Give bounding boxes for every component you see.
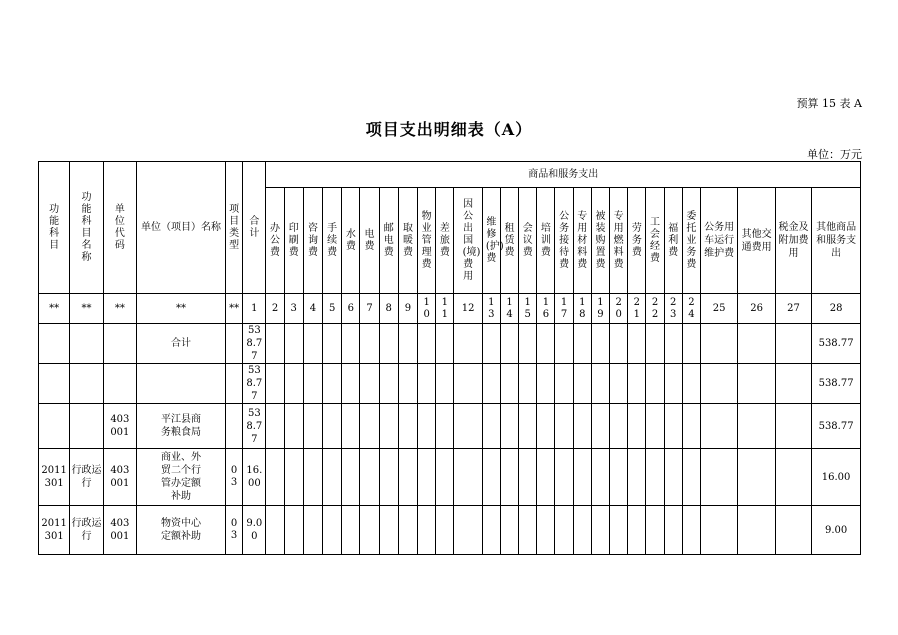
empty-cell <box>610 404 628 449</box>
empty-cell <box>398 404 417 449</box>
empty-cell <box>482 449 500 506</box>
index-cell: ** <box>70 294 103 324</box>
index-cell: ** <box>103 294 136 324</box>
table-row <box>39 506 861 555</box>
empty-cell <box>360 364 379 404</box>
unit-name-cell <box>137 364 226 404</box>
empty-cell <box>398 324 417 364</box>
index-cell: 3 <box>284 294 303 324</box>
empty-cell <box>398 364 417 404</box>
empty-cell <box>303 506 322 555</box>
header-item: 维修(护)费 <box>482 188 500 294</box>
func-name-cell: 行政运行 <box>70 506 103 555</box>
empty-cell <box>266 324 284 364</box>
empty-cell <box>628 364 646 404</box>
header-item: 邮电费 <box>379 188 398 294</box>
func-name-cell: 行政运行 <box>70 449 103 506</box>
index-cell: 24 <box>682 294 700 324</box>
index-cell: ** <box>226 294 243 324</box>
index-cell: 23 <box>664 294 682 324</box>
index-cell: 10 <box>418 294 436 324</box>
empty-cell <box>775 449 811 506</box>
empty-cell <box>537 324 555 364</box>
index-cell: ** <box>137 294 226 324</box>
empty-cell <box>738 506 775 555</box>
index-cell: 2 <box>266 294 284 324</box>
empty-cell <box>573 449 591 506</box>
unit-code-cell <box>103 324 136 364</box>
empty-cell <box>436 404 454 449</box>
empty-cell <box>519 404 537 449</box>
unit-name-cell: 物资中心定额补助 <box>137 506 226 555</box>
total-cell: 538.77 <box>243 404 266 449</box>
other-goods-services-cell: 16.00 <box>812 449 861 506</box>
empty-cell <box>266 404 284 449</box>
index-cell: 14 <box>500 294 518 324</box>
empty-cell <box>664 324 682 364</box>
empty-cell <box>284 324 303 364</box>
empty-cell <box>418 324 436 364</box>
empty-cell <box>537 506 555 555</box>
empty-cell <box>436 449 454 506</box>
empty-cell <box>591 449 609 506</box>
index-cell: 19 <box>591 294 609 324</box>
header-item: 被装购置费 <box>591 188 609 294</box>
empty-cell <box>738 324 775 364</box>
empty-cell <box>519 506 537 555</box>
empty-cell <box>379 364 398 404</box>
empty-cell <box>436 324 454 364</box>
empty-cell <box>610 364 628 404</box>
empty-cell <box>628 506 646 555</box>
empty-cell <box>482 364 500 404</box>
empty-cell <box>664 364 682 404</box>
header-item: 工会经费 <box>646 188 664 294</box>
empty-cell <box>266 506 284 555</box>
header-item: 电费 <box>360 188 379 294</box>
empty-cell <box>555 324 573 364</box>
empty-cell <box>738 449 775 506</box>
empty-cell <box>646 506 664 555</box>
header-item: 会议费 <box>519 188 537 294</box>
index-cell: 11 <box>436 294 454 324</box>
empty-cell <box>775 324 811 364</box>
header-item: 物业管理费 <box>418 188 436 294</box>
header-row-group <box>39 162 861 188</box>
empty-cell <box>537 449 555 506</box>
empty-cell <box>682 324 700 364</box>
empty-cell <box>775 506 811 555</box>
empty-cell <box>323 324 342 364</box>
empty-cell <box>303 364 322 404</box>
empty-cell <box>342 324 360 364</box>
empty-cell <box>323 506 342 555</box>
empty-cell <box>379 449 398 506</box>
empty-cell <box>454 404 482 449</box>
index-cell: 5 <box>323 294 342 324</box>
empty-cell <box>591 364 609 404</box>
header-item: 印刷费 <box>284 188 303 294</box>
index-cell: 6 <box>342 294 360 324</box>
empty-cell <box>610 506 628 555</box>
header-total: 合计 <box>243 162 266 294</box>
empty-cell <box>418 404 436 449</box>
empty-cell <box>555 404 573 449</box>
func-code-cell <box>39 364 70 404</box>
empty-cell <box>360 324 379 364</box>
header-item: 委托业务费 <box>682 188 700 294</box>
index-cell: 1 <box>243 294 266 324</box>
header-item: 其他商品和服务支出 <box>812 188 861 294</box>
empty-cell <box>342 404 360 449</box>
header-item: 公务用车运行维护费 <box>700 188 737 294</box>
unit-code-cell: 403001 <box>103 404 136 449</box>
other-goods-services-cell: 9.00 <box>812 506 861 555</box>
empty-cell <box>775 364 811 404</box>
total-cell: 16.00 <box>243 449 266 506</box>
unit-code-cell <box>103 364 136 404</box>
index-cell: 12 <box>454 294 482 324</box>
index-cell: ** <box>39 294 70 324</box>
empty-cell <box>646 324 664 364</box>
empty-cell <box>379 506 398 555</box>
empty-cell <box>591 404 609 449</box>
empty-cell <box>418 364 436 404</box>
empty-cell <box>379 324 398 364</box>
index-cell: 25 <box>700 294 737 324</box>
func-code-cell: 2011301 <box>39 449 70 506</box>
empty-cell <box>555 506 573 555</box>
func-name-cell <box>70 324 103 364</box>
index-cell: 8 <box>379 294 398 324</box>
index-cell: 15 <box>519 294 537 324</box>
other-goods-services-cell: 538.77 <box>812 404 861 449</box>
header-item: 培训费 <box>537 188 555 294</box>
other-goods-services-cell: 538.77 <box>812 364 861 404</box>
empty-cell <box>646 404 664 449</box>
empty-cell <box>398 506 417 555</box>
empty-cell <box>591 506 609 555</box>
index-cell: 28 <box>812 294 861 324</box>
proj-type-cell <box>226 404 243 449</box>
index-cell: 27 <box>775 294 811 324</box>
empty-cell <box>610 449 628 506</box>
empty-cell <box>454 324 482 364</box>
empty-cell <box>436 506 454 555</box>
header-item: 取暖费 <box>398 188 417 294</box>
empty-cell <box>342 449 360 506</box>
empty-cell <box>664 449 682 506</box>
empty-cell <box>342 506 360 555</box>
header-item: 差旅费 <box>436 188 454 294</box>
empty-cell <box>284 506 303 555</box>
empty-cell <box>573 324 591 364</box>
empty-cell <box>700 404 737 449</box>
empty-cell <box>266 364 284 404</box>
empty-cell <box>591 324 609 364</box>
empty-cell <box>664 404 682 449</box>
empty-cell <box>738 364 775 404</box>
empty-cell <box>266 449 284 506</box>
document-title: 项目支出明细表（A） <box>365 120 533 139</box>
header-item: 因公出国(境)费用 <box>454 188 482 294</box>
empty-cell <box>573 506 591 555</box>
empty-cell <box>700 364 737 404</box>
proj-type-cell: 03 <box>226 449 243 506</box>
unit-label: 单位：万元 <box>807 148 862 161</box>
empty-cell <box>418 449 436 506</box>
index-row <box>39 294 861 324</box>
empty-cell <box>303 449 322 506</box>
empty-cell <box>418 506 436 555</box>
empty-cell <box>436 364 454 404</box>
empty-cell <box>482 324 500 364</box>
total-cell: 9.00 <box>243 506 266 555</box>
table-row <box>39 364 861 404</box>
header-unit-code: 单位代码 <box>103 162 136 294</box>
empty-cell <box>323 364 342 404</box>
index-cell: 16 <box>537 294 555 324</box>
empty-cell <box>342 364 360 404</box>
empty-cell <box>700 324 737 364</box>
empty-cell <box>360 506 379 555</box>
unit-code-cell: 403001 <box>103 506 136 555</box>
empty-cell <box>537 404 555 449</box>
empty-cell <box>519 449 537 506</box>
empty-cell <box>500 449 518 506</box>
empty-cell <box>500 506 518 555</box>
header-item: 咨询费 <box>303 188 322 294</box>
empty-cell <box>482 506 500 555</box>
empty-cell <box>610 324 628 364</box>
empty-cell <box>628 324 646 364</box>
empty-cell <box>303 404 322 449</box>
func-name-cell <box>70 364 103 404</box>
header-item: 专用材料费 <box>573 188 591 294</box>
other-goods-services-cell: 538.77 <box>812 324 861 364</box>
unit-name-cell: 合计 <box>137 324 226 364</box>
empty-cell <box>700 506 737 555</box>
header-item: 租赁费 <box>500 188 518 294</box>
empty-cell <box>700 449 737 506</box>
empty-cell <box>323 449 342 506</box>
empty-cell <box>323 404 342 449</box>
empty-cell <box>555 364 573 404</box>
empty-cell <box>454 364 482 404</box>
budget-table <box>38 161 861 555</box>
empty-cell <box>500 364 518 404</box>
empty-cell <box>482 404 500 449</box>
empty-cell <box>628 404 646 449</box>
index-cell: 17 <box>555 294 573 324</box>
empty-cell <box>775 404 811 449</box>
index-cell: 7 <box>360 294 379 324</box>
header-unit-name: 单位（项目）名称 <box>137 162 226 294</box>
index-cell: 4 <box>303 294 322 324</box>
empty-cell <box>519 324 537 364</box>
index-cell: 22 <box>646 294 664 324</box>
empty-cell <box>500 324 518 364</box>
header-item: 福利费 <box>664 188 682 294</box>
func-code-cell <box>39 324 70 364</box>
index-cell: 26 <box>738 294 775 324</box>
header-proj-type: 项目类型 <box>226 162 243 294</box>
empty-cell <box>537 364 555 404</box>
header-item: 公务接待费 <box>555 188 573 294</box>
unit-name-cell: 商业、外贸二个行管办定额补助 <box>137 449 226 506</box>
table-row <box>39 404 861 449</box>
index-cell: 20 <box>610 294 628 324</box>
total-cell: 538.77 <box>243 324 266 364</box>
index-cell: 13 <box>482 294 500 324</box>
empty-cell <box>628 449 646 506</box>
header-item: 税金及附加费用 <box>775 188 811 294</box>
empty-cell <box>454 449 482 506</box>
empty-cell <box>284 449 303 506</box>
empty-cell <box>682 449 700 506</box>
empty-cell <box>682 364 700 404</box>
empty-cell <box>500 404 518 449</box>
proj-type-cell <box>226 364 243 404</box>
header-item: 水费 <box>342 188 360 294</box>
empty-cell <box>519 364 537 404</box>
empty-cell <box>284 404 303 449</box>
header-func-name: 功能科目名称 <box>70 162 103 294</box>
header-item: 劳务费 <box>628 188 646 294</box>
empty-cell <box>646 364 664 404</box>
index-cell: 21 <box>628 294 646 324</box>
empty-cell <box>454 506 482 555</box>
proj-type-cell <box>226 324 243 364</box>
empty-cell <box>360 404 379 449</box>
total-cell: 538.77 <box>243 364 266 404</box>
header-func-code: 功能科目 <box>39 162 70 294</box>
unit-name-cell: 平江县商务粮食局 <box>137 404 226 449</box>
func-code-cell: 2011301 <box>39 506 70 555</box>
table-row <box>39 449 861 506</box>
proj-type-cell: 03 <box>226 506 243 555</box>
document-code: 预算 15 表 A <box>796 97 862 110</box>
index-cell: 9 <box>398 294 417 324</box>
empty-cell <box>303 324 322 364</box>
header-item: 手续费 <box>323 188 342 294</box>
empty-cell <box>682 404 700 449</box>
unit-code-cell: 403001 <box>103 449 136 506</box>
empty-cell <box>360 449 379 506</box>
empty-cell <box>682 506 700 555</box>
empty-cell <box>646 449 664 506</box>
header-item: 其他交通费用 <box>738 188 775 294</box>
header-group-goods-services: 商品和服务支出 <box>266 162 861 188</box>
empty-cell <box>379 404 398 449</box>
empty-cell <box>555 449 573 506</box>
func-code-cell <box>39 404 70 449</box>
empty-cell <box>573 364 591 404</box>
empty-cell <box>398 449 417 506</box>
empty-cell <box>284 364 303 404</box>
header-item: 办公费 <box>266 188 284 294</box>
empty-cell <box>573 404 591 449</box>
empty-cell <box>664 506 682 555</box>
header-item: 专用燃料费 <box>610 188 628 294</box>
index-cell: 18 <box>573 294 591 324</box>
table-row <box>39 324 861 364</box>
empty-cell <box>738 404 775 449</box>
func-name-cell <box>70 404 103 449</box>
